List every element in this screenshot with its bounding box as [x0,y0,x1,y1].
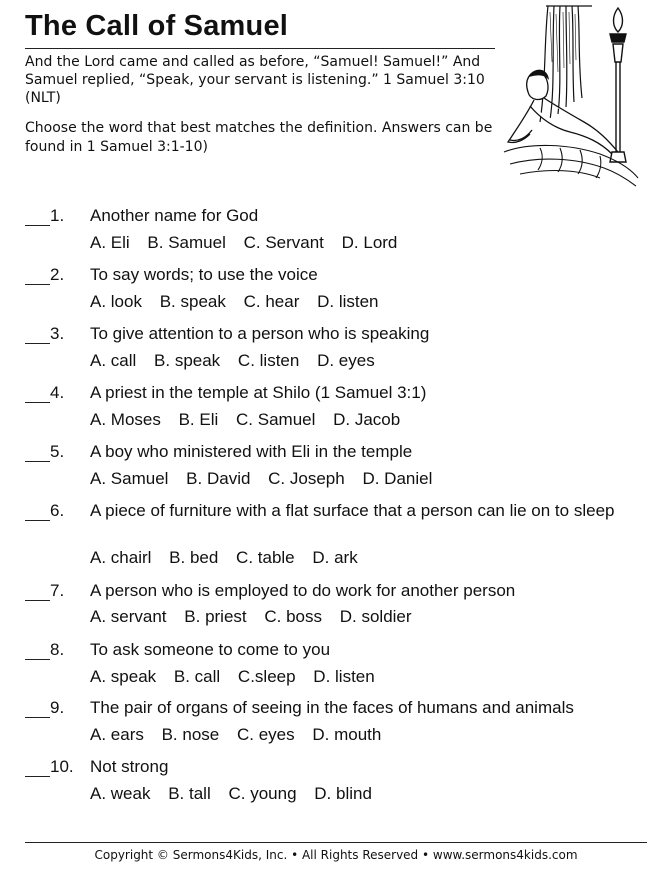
question-number: 10. [50,757,74,776]
option-d: D. listen [313,667,375,686]
question-number: 4. [50,383,65,402]
answer-options [90,409,413,430]
option-b: B. speak [154,351,221,370]
option-c: C. Joseph [268,469,345,488]
question-number: 5. [50,442,65,461]
option-d: D. ark [312,548,358,567]
answer-blank[interactable] [25,461,50,462]
question-text: A piece of furniture with a flat surface that a person can lie on to sleep [90,501,615,520]
option-c: C.sleep [237,667,296,686]
option-d: D. listen [317,292,379,311]
question-text: Another name for God [90,206,259,225]
question-number: 9. [50,698,65,717]
question-text: To give attention to a person who is speaking [90,324,430,343]
option-b: B. priest [184,607,247,626]
footer-divider [25,842,647,843]
option-a: A. Eli [90,233,130,252]
answer-options [90,468,445,489]
option-b: B. speak [159,292,226,311]
answer-blank[interactable] [25,225,50,226]
question-number: 1. [50,206,65,225]
option-b: B. tall [168,784,211,803]
option-c: C. hear [243,292,300,311]
bible-verse: And the Lord came and called as before, “Samuel! Samuel!” And Samuel replied, “Speak, your servant is listening.” 1 Samuel 3:10 (NLT) [25,54,485,106]
answer-blank[interactable] [25,520,50,521]
answer-options [90,666,388,687]
option-d: D. Daniel [362,469,433,488]
option-d: D. Jacob [333,410,401,429]
answer-blank[interactable] [25,717,50,718]
option-b: B. nose [161,725,220,744]
option-a: A. Moses [90,410,161,429]
answer-blank[interactable] [25,284,50,285]
question-number: 8. [50,640,65,659]
copyright-footer: Copyright © Sermons4Kids, Inc. • All Rights Reserved • www.sermons4kids.com [94,848,578,862]
option-d: D. eyes [317,351,375,370]
question-number: 6. [50,501,65,520]
question-text: A priest in the temple at Shilo (1 Samuel 3:1) [90,383,427,402]
option-a: A. weak [90,784,151,803]
answer-options [90,783,385,804]
option-a: A. Samuel [90,469,169,488]
option-c: C. Servant [243,233,324,252]
option-a: A. look [90,292,142,311]
option-a: A. call [90,351,137,370]
boy-praying-illustration [500,2,640,187]
question-text: To ask someone to come to you [90,640,331,659]
answer-blank[interactable] [25,600,50,601]
answer-options [90,232,410,253]
option-a: A. ears [90,725,144,744]
option-d: D. mouth [312,725,382,744]
option-d: D. Lord [341,233,398,252]
question-text: The pair of organs of seeing in the faces of humans and animals [90,698,574,717]
question-number: 3. [50,324,65,343]
option-c: C. young [228,784,297,803]
answer-options [90,350,388,371]
instructions: Choose the word that best matches the definition. Answers can be found in 1 Samuel 3:1-10) [25,120,493,155]
option-c: C. boss [264,607,323,626]
option-c: C. table [236,548,295,567]
option-b: B. David [186,469,251,488]
option-b: B. bed [169,548,219,567]
option-d: D. soldier [339,607,412,626]
page-title: The Call of Samuel [25,10,289,42]
answer-options [90,291,392,312]
answer-blank[interactable] [25,343,50,344]
option-b: B. call [173,667,221,686]
question-text: To say words; to use the voice [90,265,318,284]
answer-blank[interactable] [25,402,50,403]
question-number: 7. [50,581,65,600]
option-a: A. speak [90,667,157,686]
option-c: C. listen [237,351,300,370]
answer-blank[interactable] [25,659,50,660]
title-divider [25,48,495,49]
option-b: B. Eli [178,410,219,429]
option-b: B. Samuel [147,233,226,252]
answer-blank[interactable] [25,776,50,777]
question-text: A boy who ministered with Eli in the temple [90,442,413,461]
answer-options [90,547,371,568]
question-number: 2. [50,265,65,284]
question-text: A person who is employed to do work for another person [90,581,516,600]
option-c: C. eyes [236,725,295,744]
option-a: A. servant [90,607,167,626]
question-text: Not strong [90,757,169,776]
option-c: C. Samuel [236,410,316,429]
answer-options [90,724,394,745]
answer-options [90,606,425,627]
option-d: D. blind [314,784,372,803]
option-a: A. chairl [90,548,152,567]
